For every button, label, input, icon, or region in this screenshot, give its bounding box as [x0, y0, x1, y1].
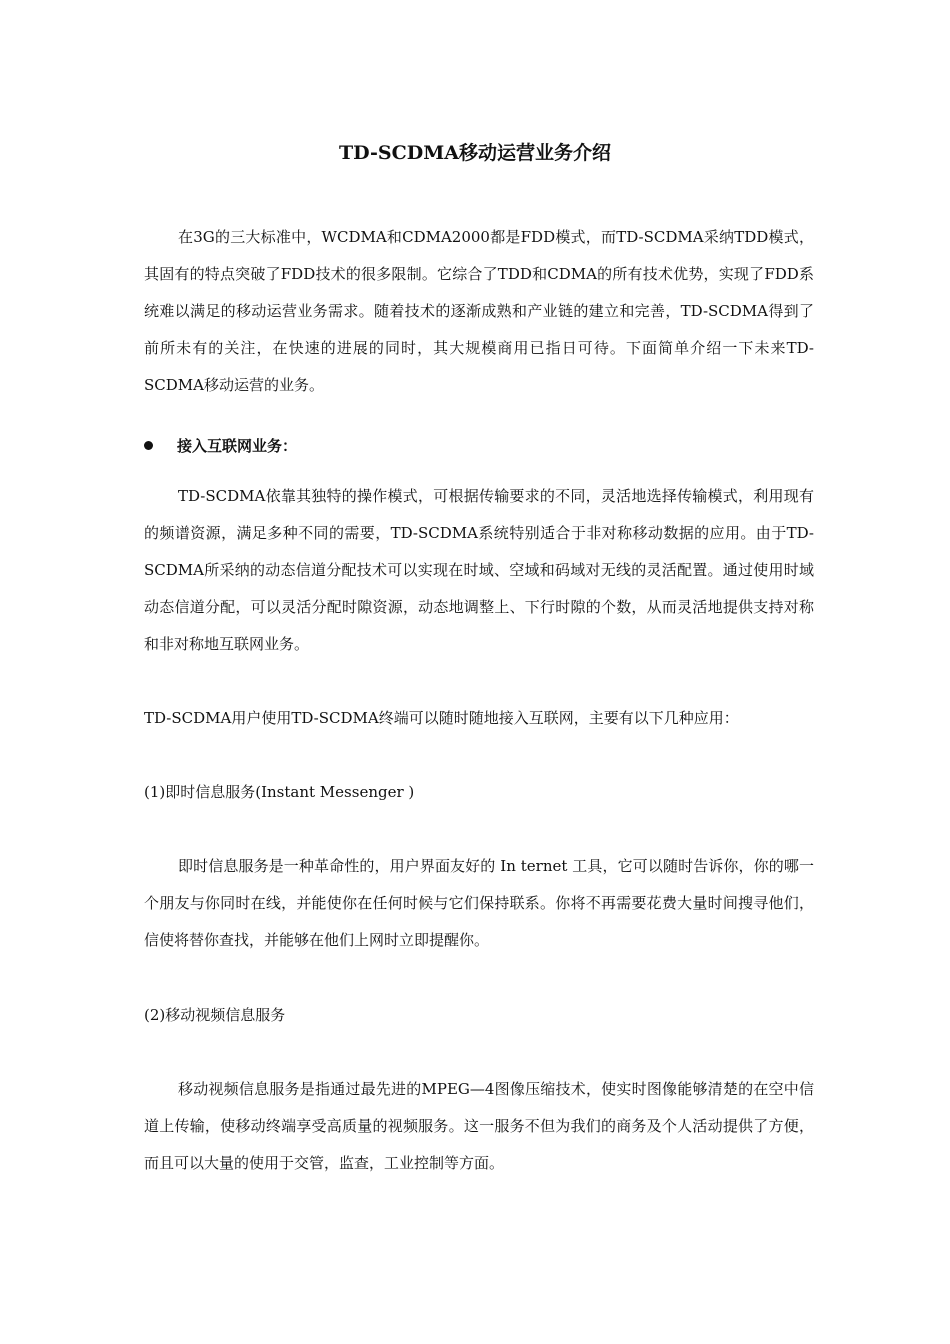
applications-intro: TD-SCDMA用户使用TD-SCDMA终端可以随时随地接入互联网，主要有以下几种应用： — [144, 709, 739, 727]
bullet-icon — [144, 441, 153, 450]
intro-paragraph: 在3G的三大标准中，WCDMA和CDMA2000都是FDD模式，而TD-SCDMA采纳TDD模式，其固有的特点突破了FDD技术的很多限制。它综合了TDD和CDMA的所有技术优势，实现了FDD系统难以满足的移动运营业务需求。随着技术的逐渐成熟和产业链的建立和完善，TD-SCDMA得到了前所未有的关注，在快速的进展的同时，其大规模商用已指日可待。下面简单介绍一下未来TD-SCDMA移动运营的业务。 — [144, 228, 814, 394]
item-heading-instant-messenger: (1)即时信息服务(Instant Messenger ) — [144, 783, 415, 801]
section-heading-internet-access — [144, 435, 297, 455]
mobile-video-paragraph: 移动视频信息服务是指通过最先进的MPEG—4图像压缩技术，使实时图像能够清楚的在空中信道上传输，使移动终端享受高质量的视频服务。这一服务不但为我们的商务及个人活动提供了方便，而且可以大量的使用于交管，监查，工业控制等方面。 — [144, 1080, 814, 1172]
instant-messenger-paragraph: 即时信息服务是一种革命性的，用户界面友好的 In ternet 工具，它可以随时告诉你，你的哪一个朋友与你同时在线，并能使你在任何时候与它们保持联系。你将不再需要花费大量时间搜寻他们，信使将替你查找，并能够在他们上网时立即提醒你。 — [144, 857, 814, 949]
internet-access-paragraph: TD-SCDMA依靠其独特的操作模式，可根据传输要求的不同，灵活地选择传输模式，利用现有的频谱资源，满足多种不同的需要，TD-SCDMA系统特别适合于非对称移动数据的应用。由于TD-SCDMA所采纳的动态信道分配技术可以实现在时域、空域和码域对无线的灵活配置。通过使用时域动态信道分配，可以灵活分配时隙资源，动态地调整上、下行时隙的个数，从而灵活地提供支持对称和非对称地互联网业务。 — [144, 487, 814, 653]
document-title: TD-SCDMA移动运营业务介绍 — [339, 142, 611, 164]
section-heading-label: 接入互联网业务： — [177, 436, 298, 455]
item-heading-mobile-video: (2)移动视频信息服务 — [144, 1006, 286, 1024]
